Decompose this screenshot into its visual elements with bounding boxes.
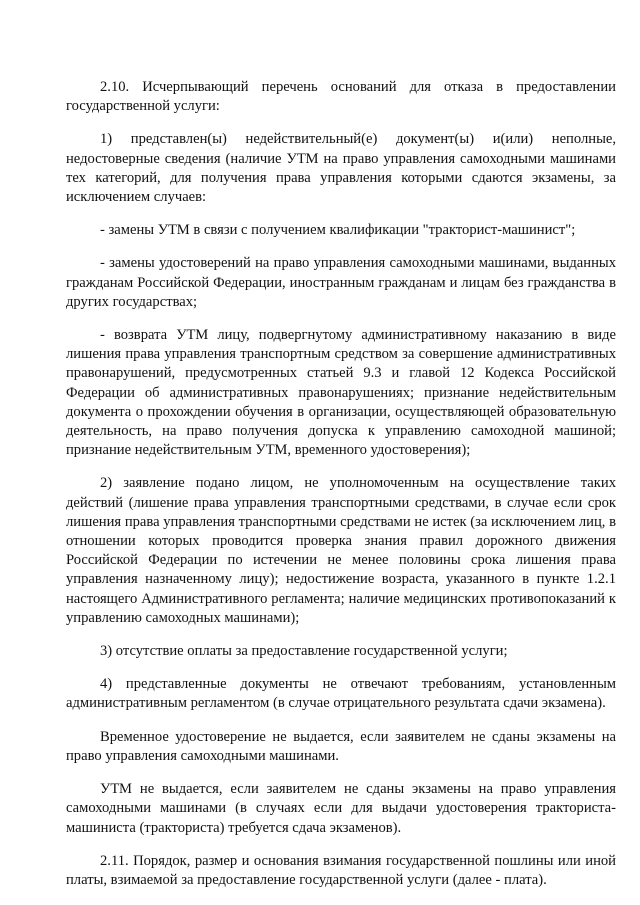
section-2-11-heading: 2.11. Порядок, размер и основания взимания государственной пошлины или иной платы, взимаемой за предоставление государственной услуги (далее - плата). xyxy=(66,852,616,888)
item-2-unauthorized-applicant: 2) заявление подано лицом, не уполномоченным на осуществление таких действий (лишение права управления транспортными средствами, в случае если срок лишения права управления транспортными средствами не истек (за исключением лиц, в отношении которых проводится проверка знания правил дорожного движения Российской Федерации по истечении не менее половины срока лишения права управления назначенному лицу); недостижение возраста, указанного в пункте 1.2.1 настоящего Административного регламента; наличие медицинских противопоказаний к управлению самоходных машинами); xyxy=(66,475,616,626)
item-3-no-payment: 3) отсутствие оплаты за предоставление государственной услуги; xyxy=(100,643,508,660)
exception-foreign-certificates: - замены удостоверений на право управления самоходными машинами, выданных гражданам Российской Федерации, иностранным гражданам и лицам без гражданства в других государствах; xyxy=(66,255,616,310)
item-1-invalid-documents: 1) представлен(ы) недействительный(е) документ(ы) и(или) неполные, недостоверные сведения (наличие УТМ на право управления самоходными машинами тех категорий, для получения права управления которыми сдаются экзамены, за исключением случаев: xyxy=(66,131,616,206)
section-2-10-heading: 2.10. Исчерпывающий перечень оснований для отказа в предоставлении государственной услуги: xyxy=(66,79,616,115)
utm-not-issued-note: УТМ не выдается, если заявителем не сданы экзамены на право управления самоходными машинами (в случаях если для выдачи удостоверения тракториста-машиниста (тракториста) требуется сдача экзаменов). xyxy=(66,781,616,836)
temporary-certificate-note: Временное удостоверение не выдается, если заявителем не сданы экзамены на право управления самоходными машинами. xyxy=(66,728,616,764)
item-4-documents-noncompliant: 4) представленные документы не отвечают требованиям, установленным административным регламентом (в случае отрицательного результата сдачи экзамена). xyxy=(66,676,616,712)
exception-return-utm: - возврата УТМ лицу, подвергнутому административному наказанию в виде лишения права управления транспортным средством за совершение административных правонарушений, предусмотренных статьей 9.3 и главой 12 Кодекса Российской Федерации об административных правонарушениях; признание недействительным документа о прохождении обучения в организации, осуществляющей образовательную деятельность, на право получения допуска к управлению самоходной машиной; признание недействительным УТМ, временного удостоверения); xyxy=(66,327,616,459)
exception-replacement-utm: - замены УТМ в связи с получением квалификации "тракторист-машинист"; xyxy=(100,222,576,239)
